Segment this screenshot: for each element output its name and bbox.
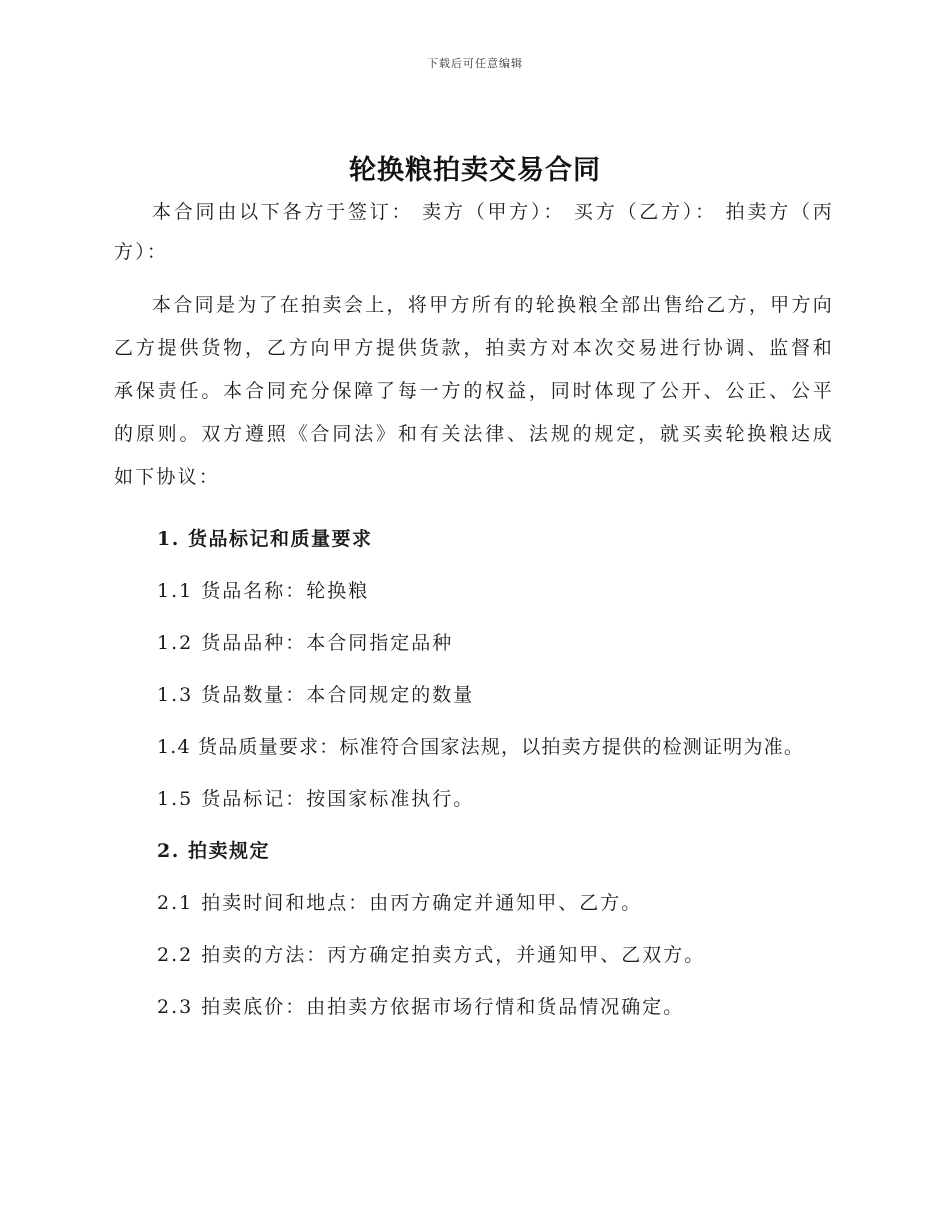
clause-1-5: 1.5 货品标记：按国家标准执行。 [157,788,475,810]
clause-2-3: 2.3 拍卖底价：由拍卖方依据市场行情和货品情况确定。 [157,996,685,1018]
section-heading-auction: 2. 拍卖规定 [157,840,270,862]
clause-2-1: 2.1 拍卖时间和地点：由丙方确定并通知甲、乙方。 [157,892,643,914]
clause-1-1: 1.1 货品名称：轮换粮 [157,580,370,602]
clause-2-2: 2.2 拍卖的方法：丙方确定拍卖方式，并通知甲、乙双方。 [157,944,706,966]
intro-paragraph: 本合同由以下各方于签订： 卖方（甲方）： 买方（乙方）： 拍卖方（丙方）： [114,201,834,263]
header-note: 下载后可任意编辑 [427,57,523,70]
document-body [114,192,834,1033]
section-heading-goods: 1. 货品标记和质量要求 [157,528,373,550]
main-paragraph: 本合同是为了在拍卖会上，将甲方所有的轮换粮全部出售给乙方，甲方向乙方提供货物，乙方向甲方提供货款，拍卖方对本次交易进行协调、监督和承保责任。本合同充分保障了每一方的权益，同时体现了公开、公正、公平的原则。双方遵照《合同法》和有关法律、法规的规定，就买卖轮换粮达成如下协议： [114,294,834,488]
clause-1-2: 1.2 货品品种：本合同指定品种 [157,632,454,654]
document-title: 轮换粮拍卖交易合同 [349,155,601,186]
clause-1-4: 1.4 货品质量要求：标准符合国家法规，以拍卖方提供的检测证明为准。 [157,736,805,758]
clause-1-3: 1.3 货品数量：本合同规定的数量 [157,684,475,706]
